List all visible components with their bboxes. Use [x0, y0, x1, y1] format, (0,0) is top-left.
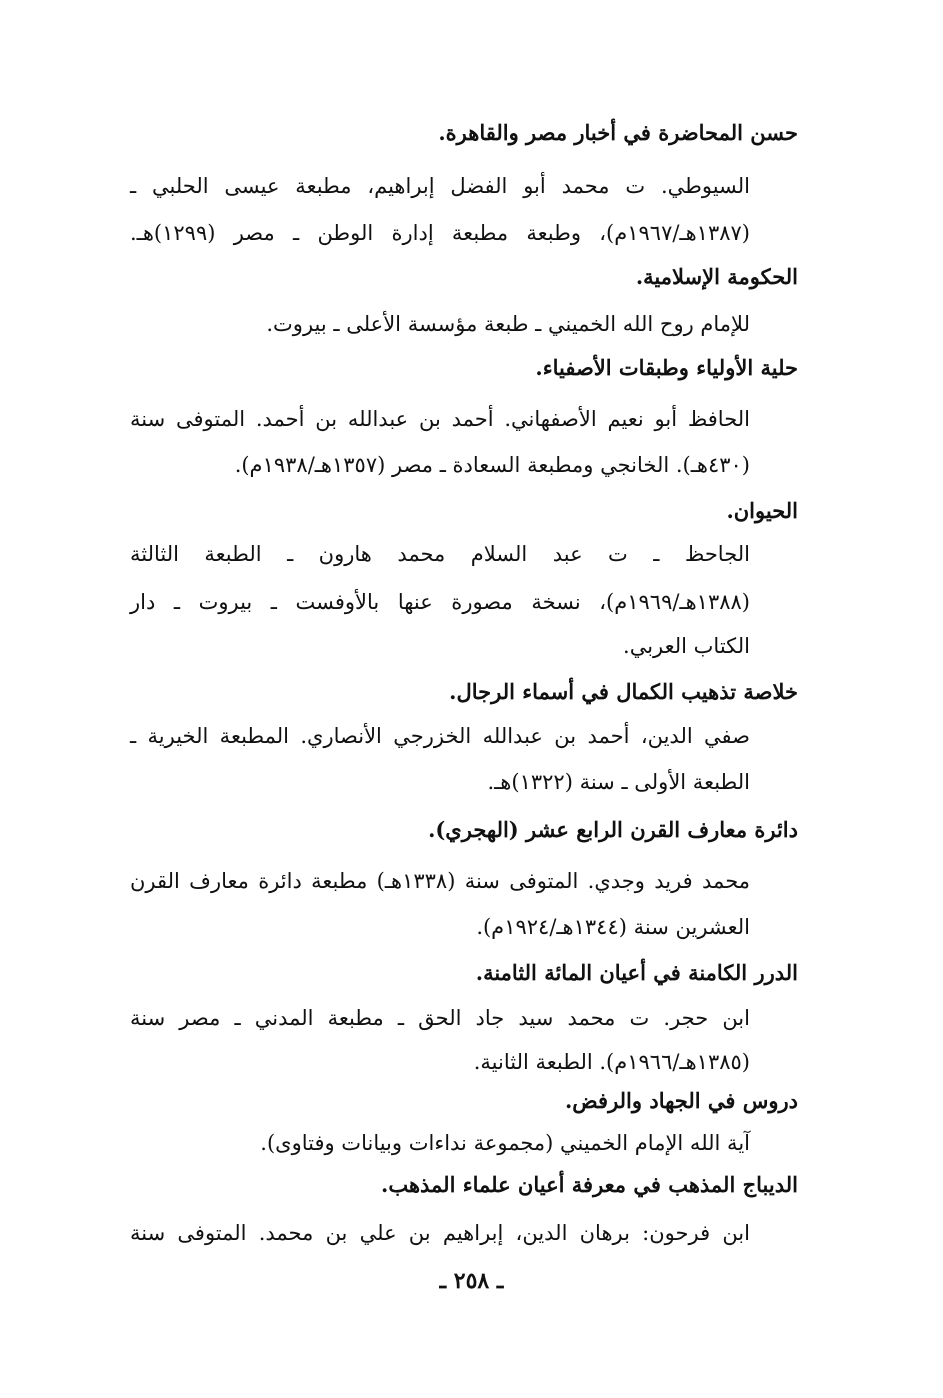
entry-text-line: السيوطي. ت محمد أبو الفضل إبراهيم، مطبعة عيسى الحلبي ـ — [130, 174, 750, 198]
entry-text-line: آية الله الإمام الخميني (مجموعة نداءات وبيانات وفتاوى). — [260, 1131, 750, 1155]
entry-title: خلاصة تذهيب الكمال في أسماء الرجال. — [449, 679, 798, 704]
entry-text-line: الجاحظ ـ ت عبد السلام محمد هارون ـ الطبعة الثالثة — [130, 542, 750, 566]
entry-title: الديباج المذهب في معرفة أعيان علماء المذهب. — [381, 1172, 798, 1197]
entry-text-line: (١٣٨٧هـ/١٩٦٧م)، وطبعة مطبعة إدارة الوطن ـ مصر (١٢٩٩)هـ. — [130, 221, 750, 245]
entry-title: حسن المحاضرة في أخبار مصر والقاهرة. — [438, 120, 798, 145]
entry-text-line: (١٣٨٨هـ/١٩٦٩م)، نسخة مصورة عنها بالأوفست ـ بيروت ـ دار — [130, 590, 750, 614]
entry-text-line: للإمام روح الله الخميني ـ طبعة مؤسسة الأعلى ـ بيروت. — [266, 312, 750, 336]
entry-text-line: صفي الدين، أحمد بن عبدالله الخزرجي الأنصاري. المطبعة الخيرية ـ — [130, 724, 750, 748]
entry-title: دروس في الجهاد والرفض. — [565, 1088, 798, 1113]
entry-title: الدرر الكامنة في أعيان المائة الثامنة. — [475, 960, 798, 985]
entry-text-line: العشرين سنة (١٣٤٤هـ/١٩٢٤م). — [476, 915, 750, 939]
page-number: ـ ٢٥٨ ـ — [439, 1268, 504, 1294]
entry-text-line: ابن فرحون: برهان الدين، إبراهيم بن علي بن محمد. المتوفى سنة — [130, 1221, 750, 1245]
entry-text-line: الطبعة الأولى ـ سنة (١٣٢٢)هـ. — [487, 770, 750, 794]
entry-text-line: (٤٣٠هـ). الخانجي ومطبعة السعادة ـ مصر (١٣٥٧هـ/١٩٣٨م). — [234, 453, 750, 477]
entry-title: دائرة معارف القرن الرابع عشر (الهجري). — [428, 817, 798, 842]
entry-text-line: الحافظ أبو نعيم الأصفهاني. أحمد بن عبدالله بن أحمد. المتوفى سنة — [130, 407, 750, 431]
entry-text-line: (١٣٨٥هـ/١٩٦٦م). الطبعة الثانية. — [473, 1050, 750, 1074]
entry-title: الحيوان. — [726, 498, 798, 523]
entry-text-line: محمد فريد وجدي. المتوفى سنة (١٣٣٨هـ) مطبعة دائرة معارف القرن — [130, 869, 750, 893]
entry-title: الحكومة الإسلامية. — [635, 264, 798, 289]
entry-text-line: ابن حجر. ت محمد سيد جاد الحق ـ مطبعة المدني ـ مصر سنة — [130, 1006, 750, 1030]
entry-title: حلية الأولياء وطبقات الأصفياء. — [535, 355, 798, 380]
entry-text-line: الكتاب العربي. — [623, 634, 750, 658]
